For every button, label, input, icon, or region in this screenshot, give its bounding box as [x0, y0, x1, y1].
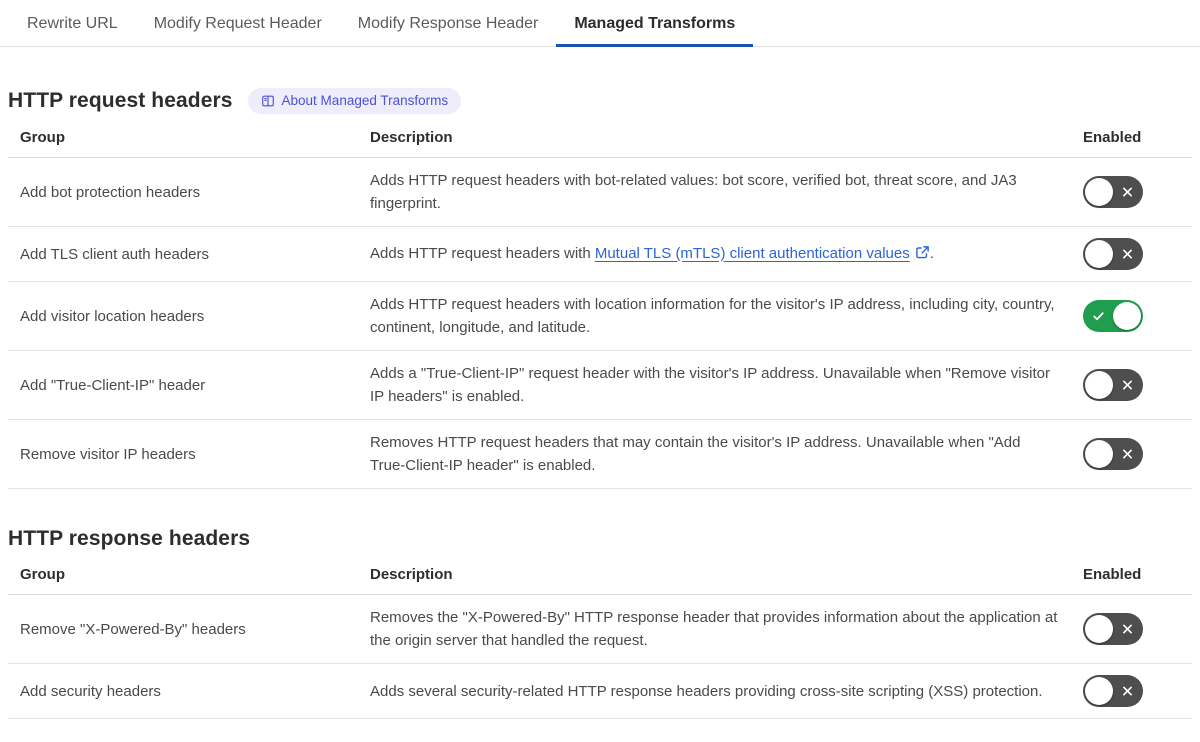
table-row: [8, 351, 1192, 420]
tab-managed-transforms[interactable]: Managed Transforms: [556, 0, 753, 46]
request-table-header: [8, 120, 1192, 158]
column-header-group: Group: [20, 129, 65, 146]
enabled-cell: [1075, 369, 1192, 401]
description-cell: Adds several security-related HTTP response headers providing cross-site scripting (XSS) protection.: [370, 682, 1043, 700]
table-row: [8, 282, 1192, 351]
toggle-remove-x-powered-by-headers[interactable]: [1083, 613, 1143, 645]
description-text: Adds HTTP request headers with: [370, 244, 595, 262]
toggle-knob: [1085, 178, 1113, 206]
group-cell: Remove "X-Powered-By" headers: [20, 620, 246, 638]
description-cell: [370, 242, 1075, 267]
description-cell: Adds a "True-Client-IP" request header with the visitor's IP address. Unavailable when "Remove visitor IP headers" is enabled.: [370, 365, 1050, 405]
toggle-add-visitor-location-headers[interactable]: [1083, 300, 1143, 332]
mtls-docs-link[interactable]: Mutual TLS (mTLS) client authentication values: [594, 244, 910, 262]
column-header-enabled: Enabled: [1083, 129, 1142, 146]
toggle-add-tls-client-auth-headers[interactable]: [1083, 238, 1143, 270]
request-headers-title: HTTP request headers: [8, 89, 233, 112]
description-cell: Removes HTTP request headers that may contain the visitor's IP address. Unavailable when "Add True-Client-IP header" is enabled.: [370, 434, 1021, 474]
toggle-knob: [1085, 440, 1113, 468]
toggle-knob: [1085, 677, 1113, 705]
toggle-remove-visitor-ip-headers[interactable]: [1083, 438, 1143, 470]
book-icon: [261, 94, 275, 108]
group-cell: Add TLS client auth headers: [20, 245, 210, 263]
check-icon: [1092, 310, 1105, 323]
description-text: .: [929, 244, 934, 262]
column-header-description: Description: [370, 566, 453, 583]
toggle-add-bot-protection-headers[interactable]: [1083, 176, 1143, 208]
x-icon: [1121, 186, 1134, 199]
group-cell: Add visitor location headers: [20, 307, 205, 325]
column-header-enabled: Enabled: [1083, 566, 1142, 583]
badge-label: About Managed Transforms: [281, 93, 449, 109]
toggle-add-true-client-ip-header[interactable]: [1083, 369, 1143, 401]
tab-modify-request-header[interactable]: Modify Request Header: [153, 15, 322, 32]
group-cell: Add security headers: [20, 682, 161, 700]
x-icon: [1121, 448, 1134, 461]
external-link-icon: [915, 247, 930, 264]
column-header-group: Group: [20, 566, 65, 583]
group-cell: Add "True-Client-IP" header: [20, 376, 206, 394]
description-cell: Adds HTTP request headers with bot-related values: bot score, verified bot, threat score, and JA3 fingerprint.: [370, 172, 1017, 212]
description-cell: Adds HTTP request headers with location information for the visitor's IP address, including city, country, continent, longitude, and latitude.: [370, 296, 1055, 336]
enabled-cell: [1075, 675, 1192, 707]
tab-bar: [0, 0, 1200, 47]
about-managed-transforms-link[interactable]: [248, 88, 462, 114]
table-row: [8, 227, 1192, 282]
x-icon: [1121, 248, 1134, 261]
x-icon: [1121, 623, 1134, 636]
toggle-knob: [1085, 371, 1113, 399]
toggle-knob: [1085, 615, 1113, 643]
enabled-cell: [1075, 238, 1192, 270]
x-icon: [1121, 379, 1134, 392]
column-header-description: Description: [370, 129, 453, 146]
enabled-cell: [1075, 300, 1192, 332]
group-cell: Add bot protection headers: [20, 183, 201, 201]
managed-transforms-page: [0, 88, 1200, 719]
group-cell: Remove visitor IP headers: [20, 445, 196, 463]
x-icon: [1121, 685, 1134, 698]
response-headers-section: [8, 527, 1192, 719]
table-row: [8, 420, 1192, 489]
enabled-cell: [1075, 613, 1192, 645]
request-headers-section: [8, 88, 1192, 489]
tab-rewrite-url[interactable]: Rewrite URL: [27, 15, 118, 32]
enabled-cell: [1075, 176, 1192, 208]
toggle-add-security-headers[interactable]: [1083, 675, 1143, 707]
enabled-cell: [1075, 438, 1192, 470]
tab-modify-response-header[interactable]: Modify Response Header: [357, 15, 539, 32]
table-row: [8, 664, 1192, 719]
response-headers-title: HTTP response headers: [8, 527, 251, 550]
response-table-header: [8, 557, 1192, 595]
table-row: [8, 158, 1192, 227]
toggle-knob: [1085, 240, 1113, 268]
description-cell: Removes the "X-Powered-By" HTTP response header that provides information about the application at the origin server that handled the request.: [370, 609, 1058, 649]
table-row: [8, 595, 1192, 664]
toggle-knob: [1113, 302, 1141, 330]
